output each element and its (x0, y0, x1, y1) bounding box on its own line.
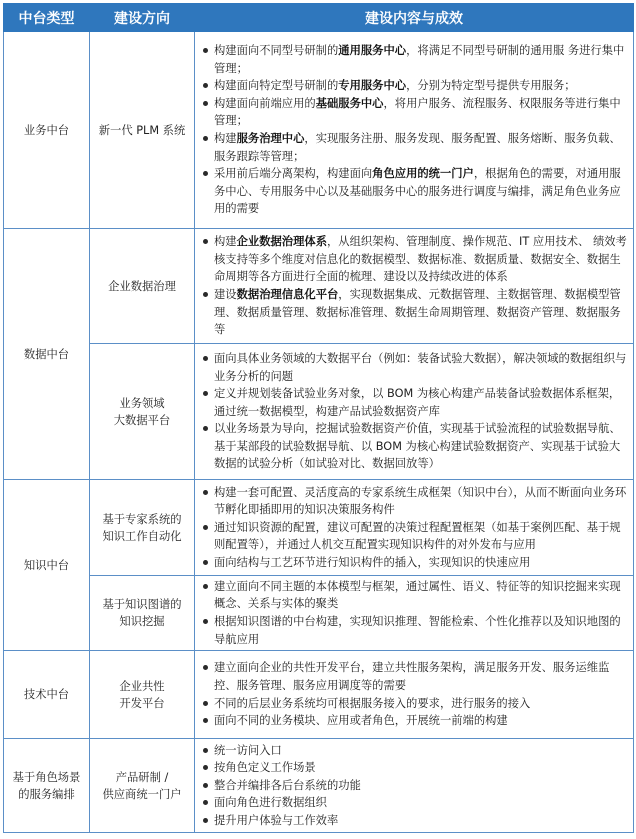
table-row (4, 651, 634, 739)
bullet-list (202, 742, 628, 830)
list-item: 不同的后层业务系统均可根据服务接入的要求，进行服务的接入 (202, 695, 628, 713)
bullet-list (202, 233, 628, 339)
list-item: 构建企业数据治理体系，从组织架构、管理制度、操作规范、IT 应用技术、 绩效考核支持等多个维度对信息化的数据模型、数据标准、数据质量、数据安全、数据生命周期等各方面进行全面的梳理、建设以及持续改进的体系 (202, 233, 628, 286)
content-big-data (195, 344, 634, 480)
direction-unified-portal: 产品研制 / 供应商统一门户 (90, 739, 195, 833)
content-unified-portal (195, 739, 634, 833)
direction-expert-system: 基于专家系统的 知识工作自动化 (90, 480, 195, 576)
list-item: 建立面向企业的共性开发平台，建立共性服务架构，满足服务开发、服务运维监控、服务管理、服务应用调度等的需要 (202, 659, 628, 694)
list-item: 整合并编排各后台系统的功能 (202, 777, 628, 795)
direction-plm: 新一代 PLM 系统 (90, 32, 195, 229)
list-item: 按角色定义工作场景 (202, 759, 628, 777)
list-item: 构建一套可配置、灵活度高的专家系统生成框架（知识中台），从而不断面向业务环节孵化即插即用的知识决策服务构件 (202, 484, 628, 519)
bullet-list (202, 484, 628, 572)
header-content: 建设内容与成效 (195, 4, 634, 32)
content-dev-platform (195, 651, 634, 739)
platform-type-knowledge: 知识中台 (4, 480, 90, 651)
list-item: 构建面向不同型号研制的通用服务中心，将满足不同型号研制的通用服 务进行集中管理； (202, 42, 628, 77)
direction-dev-platform: 企业共性 开发平台 (90, 651, 195, 739)
platform-type-tech: 技术中台 (4, 651, 90, 739)
table-row (4, 576, 634, 651)
list-item: 面向不同的业务模块、应用或者角色，开展统一前端的构建 (202, 712, 628, 730)
list-item: 构建面向前端应用的基础服务中心，将用户服务、流程服务、权限服务等进行集中管理； (202, 95, 628, 130)
platform-type-orchestration: 基于角色场景 的服务编排 (4, 739, 90, 833)
header-row (4, 4, 634, 32)
list-item: 根据知识图谱的中台构建，实现知识推理、智能检索、个性化推荐以及知识地图的导航应用 (202, 613, 628, 648)
list-item: 面向具体业务领域的大数据平台（例如：装备试验大数据），解决领域的数据组织与业务分析的问题 (202, 350, 628, 385)
bullet-list (202, 578, 628, 648)
list-item: 构建面向特定型号研制的专用服务中心，分别为特定型号提供专用服务； (202, 77, 628, 95)
header-type: 中台类型 (4, 4, 90, 32)
table-row (4, 229, 634, 344)
list-item: 建立面向不同主题的本体模型与框架，通过属性、语义、特征等的知识挖掘来实现概念、关系与实体的聚类 (202, 578, 628, 613)
platform-type-data: 数据中台 (4, 229, 90, 480)
list-item: 定义并规划装备试验业务对象，以 BOM 为核心构建产品装备试验数据体系框架，通过统一数据模型，构建产品试验数据资产库 (202, 385, 628, 420)
bullet-list (202, 350, 628, 473)
header-direction: 建设方向 (90, 4, 195, 32)
table-row (4, 32, 634, 229)
list-item: 构建服务治理中心，实现服务注册、服务发现、服务配置、服务熔断、服务负载、服务跟踪等管理； (202, 130, 628, 165)
content-data-governance (195, 229, 634, 344)
table-row (4, 344, 634, 480)
bullet-list (202, 42, 628, 218)
table-row (4, 480, 634, 576)
platform-type-biz: 业务中台 (4, 32, 90, 229)
list-item: 面向结构与工艺环节进行知识构件的插入，实现知识的快速应用 (202, 554, 628, 572)
content-expert-system (195, 480, 634, 576)
list-item: 采用前后端分离架构，构建面向角色应用的统一门户，根据角色的需要，对通用服务中心、专用服务中心以及基础服务中心的服务进行调度与编排，满足角色业务应用的需要 (202, 165, 628, 218)
direction-big-data: 业务领域 大数据平台 (90, 344, 195, 480)
direction-data-governance: 企业数据治理 (90, 229, 195, 344)
list-item: 建设数据治理信息化平台，实现数据集成、元数据管理、主数据管理、数据模型管理、数据质量管理、数据标准管理、数据生命周期管理、数据资产管理、数据服务等 (202, 286, 628, 339)
list-item: 以业务场景为导向，挖掘试验数据资产价值，实现基于试验流程的试验数据导航、基于某部段的试验数据导航、以 BOM 为核心构建试验数据资产、实现基于试验大数据的试验分析（如试验对比、数据回放等） (202, 420, 628, 473)
platform-table (3, 3, 634, 833)
content-knowledge-graph (195, 576, 634, 651)
content-plm (195, 32, 634, 229)
list-item: 通过知识资源的配置，建议可配置的决策过程配置框架（如基于案例匹配、基于规则配置等），并通过人机交互配置实现知识构件的对外发布与应用 (202, 519, 628, 554)
list-item: 提升用户体验与工作效率 (202, 812, 628, 830)
table-row (4, 739, 634, 833)
list-item: 统一访问入口 (202, 742, 628, 760)
direction-knowledge-graph: 基于知识图谱的 知识挖掘 (90, 576, 195, 651)
list-item: 面向角色进行数据组织 (202, 794, 628, 812)
bullet-list (202, 659, 628, 729)
